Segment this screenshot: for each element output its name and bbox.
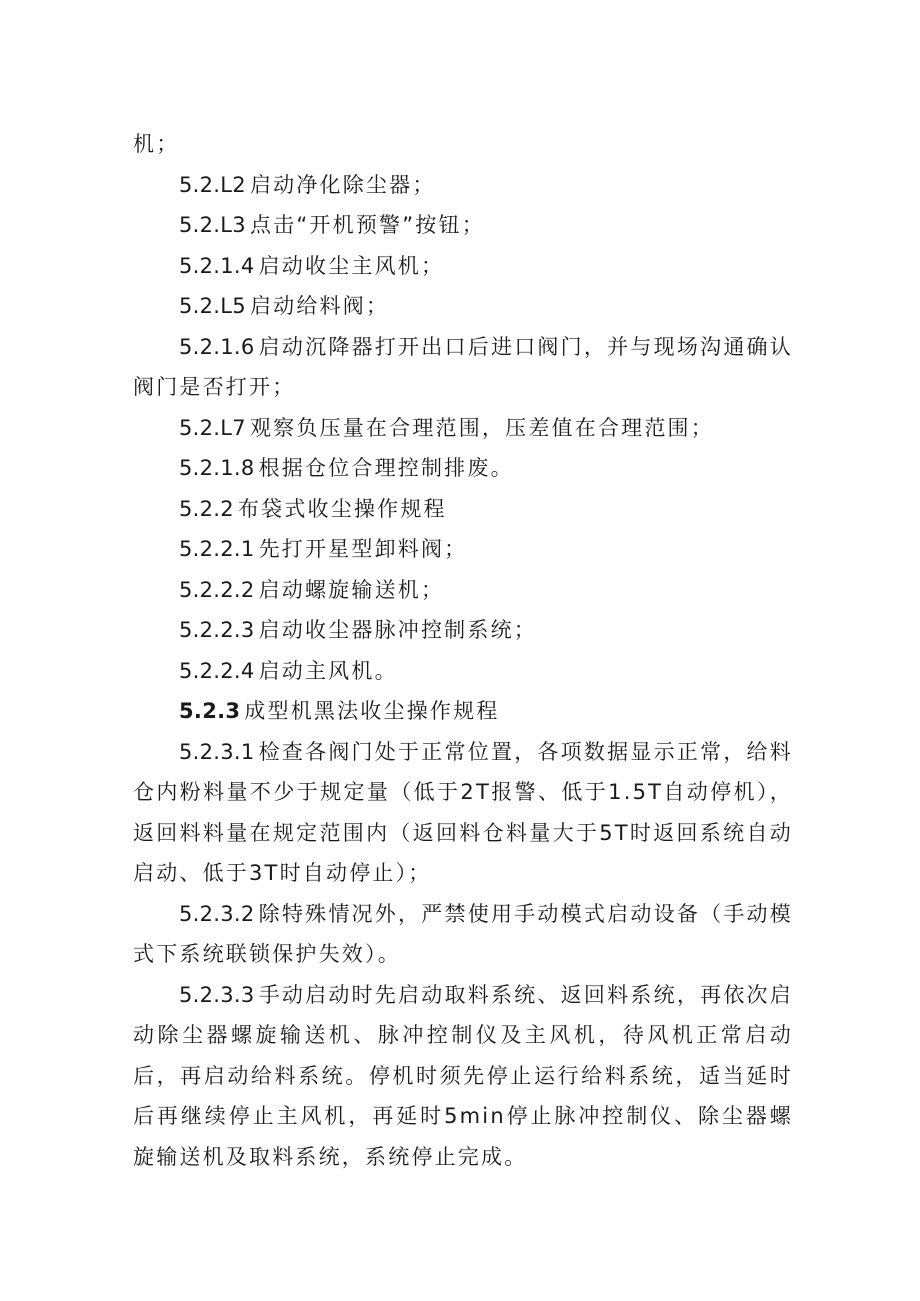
paragraph-5-2-1-8 xyxy=(133,448,793,489)
paragraph-text: 先打开星型卸料阀； xyxy=(258,537,468,561)
paragraph-5-2-1-7 xyxy=(133,408,793,449)
paragraph-continuation xyxy=(133,124,793,165)
section-number: 5.2.2.4 xyxy=(179,658,255,683)
paragraph-5-2-2-4 xyxy=(133,651,793,692)
paragraph-text: 机； xyxy=(133,132,180,156)
section-number: 5.2.L2 xyxy=(179,172,246,197)
paragraph-5-2-2-3 xyxy=(133,610,793,651)
paragraph-5-2-2-1 xyxy=(133,529,793,570)
paragraph-text: 启动给料阀； xyxy=(249,294,390,318)
section-number: 5.2.1.8 xyxy=(179,456,255,480)
section-number: 5.2.3.2 xyxy=(179,901,255,926)
section-number: 5.2.3.1 xyxy=(179,739,255,764)
paragraph-text: 检查各阀门处于正常位置，各项数据显示正常，给料仓内粉料量不少于规定量（低于2T报警、低于1.5T自动停机），返回料料量在规定范围内（返回料仓料量大于5T时返回系统自动启动、低于3T时自动停止）； xyxy=(133,739,793,885)
paragraph-text: 启动收尘器脉冲控制系统； xyxy=(258,618,537,642)
paragraph-5-2-1-3 xyxy=(133,205,793,246)
section-number: 5.2.2 xyxy=(179,496,234,521)
paragraph-text: 启动主风机。 xyxy=(258,658,398,683)
paragraph-text: 启动净化除尘器； xyxy=(249,172,436,197)
section-number: 5.2.1.4 xyxy=(179,253,255,278)
heading-5-2-3 xyxy=(133,691,793,732)
section-number: 5.2.2.2 xyxy=(179,577,255,602)
paragraph-text: 根据仓位合理控制排废。 xyxy=(258,456,514,480)
paragraph-5-2-1-2 xyxy=(133,165,793,206)
paragraph-5-2-3-2 xyxy=(133,894,793,975)
section-number: 5.2.2.3 xyxy=(179,618,255,642)
section-number: 5.2.L3 xyxy=(179,213,246,237)
section-number: 5.2.L5 xyxy=(179,294,246,318)
heading-text: 成型机黑法收尘操作规程 xyxy=(244,699,500,723)
paragraph-text: 手动启动时先启动取料系统、返回料系统，再依次启动除尘器螺旋输送机、脉冲控制仪及主风机，待风机正常启动后，再启动给料系统。停机时须先停止运行给料系统，适当延时后再继续停止主风机，再延时5min停止脉冲控制仪、除尘器螺旋输送机及取料系统，系统停止完成。 xyxy=(133,982,793,1169)
paragraph-5-2-3-1 xyxy=(133,732,793,894)
paragraph-5-2-1-4 xyxy=(133,246,793,287)
paragraph-5-2-3-3 xyxy=(133,975,793,1178)
paragraph-5-2-1-6 xyxy=(133,327,793,408)
section-number: 5.2.L7 xyxy=(179,415,246,440)
paragraph-text: 启动沉降器打开出口后进口阀门，并与现场沟通确认阀门是否打开； xyxy=(133,334,793,399)
paragraph-5-2-2-2 xyxy=(133,570,793,611)
section-number: 5.2.2.1 xyxy=(179,537,255,561)
paragraph-text: 启动收尘主风机； xyxy=(258,253,445,278)
section-number: 5.2.3.3 xyxy=(179,982,255,1007)
section-number: 5.2.1.6 xyxy=(179,334,255,359)
heading-5-2-2 xyxy=(133,489,793,530)
heading-text: 布袋式收尘操作规程 xyxy=(237,496,447,521)
paragraph-text: 点击“开机预警”按钮； xyxy=(249,213,485,237)
section-number: 5.2.3 xyxy=(179,699,241,723)
paragraph-text: 观察负压量在合理范围，压差值在合理范围； xyxy=(249,415,714,440)
paragraph-text: 除特殊情况外，严禁使用手动模式启动设备（手动模式下系统联锁保护失效）。 xyxy=(133,901,793,966)
document-body xyxy=(133,124,793,1177)
paragraph-text: 启动螺旋输送机； xyxy=(258,577,445,602)
paragraph-5-2-1-5 xyxy=(133,286,793,327)
